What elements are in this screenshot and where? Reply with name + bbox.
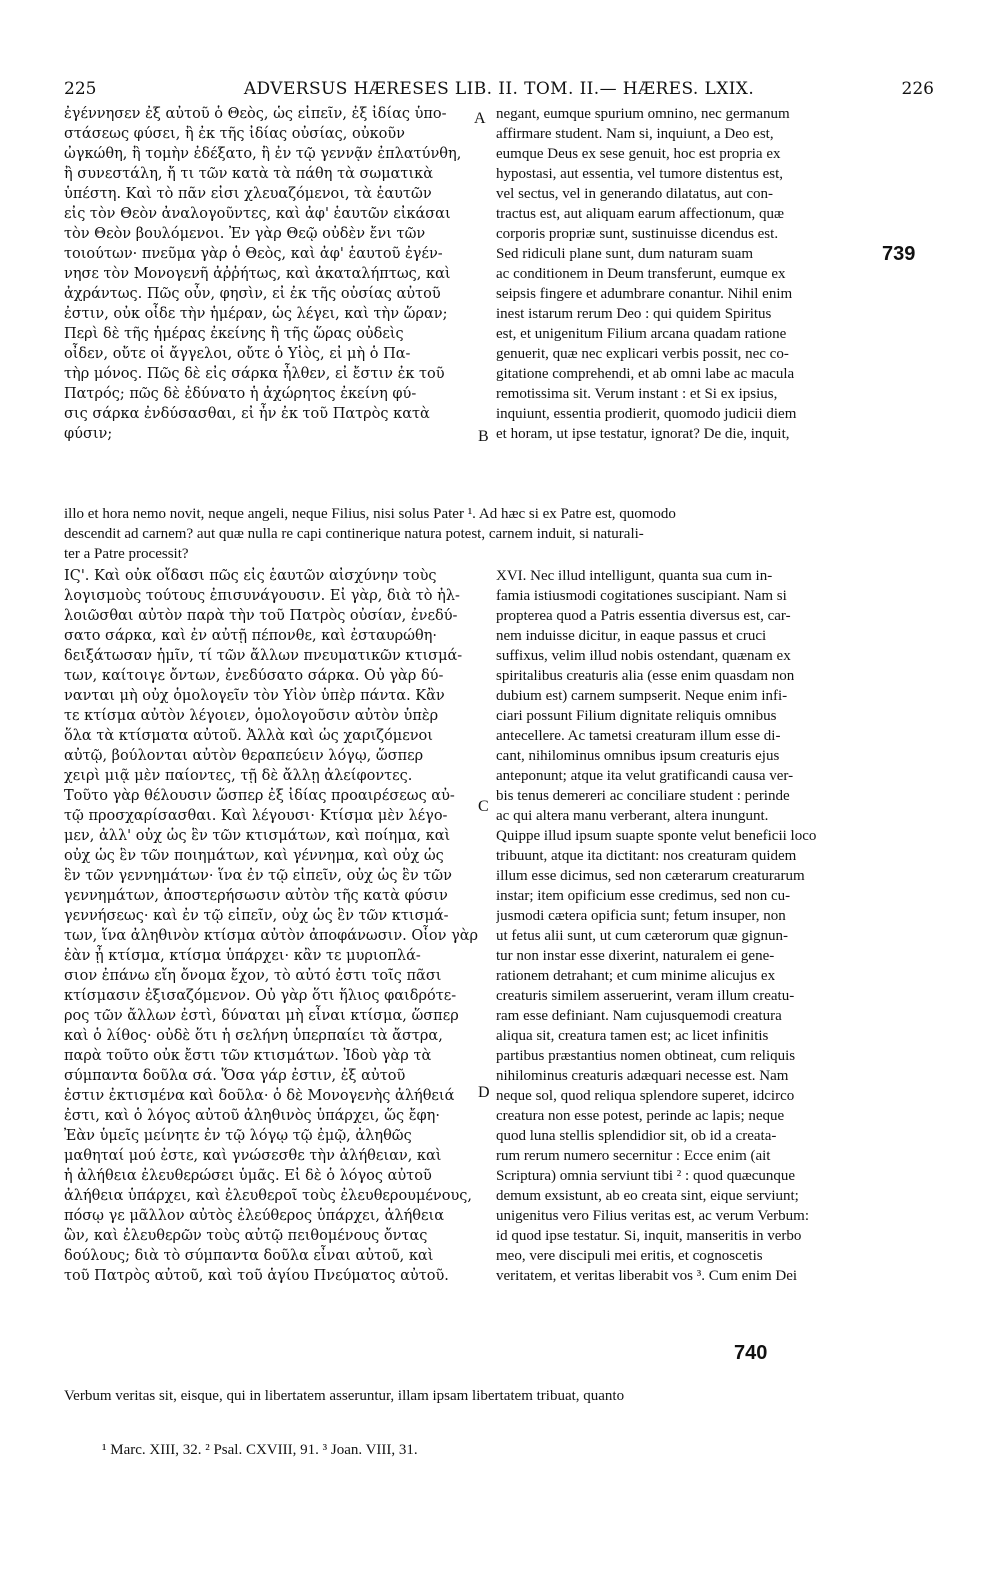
text-line: νανται μὴ οὐχ ὁμολογεῖν τὸν Υἱὸν ὑπὲρ πάντα. Κἂν — [64, 688, 445, 704]
text-line: λογισμοὺς τούτους ἐπισυνάγουσιν. Εἰ γὰρ, διὰ τὸ ἠλ- — [64, 588, 460, 604]
column-number-740: 740 — [734, 1342, 768, 1364]
text-line: σιον ἐπάνω εἴη ὄνομα ἔχον, τὸ αὐτό ἐστι τοῖς πᾶσι — [64, 968, 442, 984]
text-line: demum exsistunt, ab eo creata sint, eique serviunt; — [496, 1188, 799, 1204]
text-line: ὠγκώθη, ἢ τομὴν ἐδέξατο, ἢ ἐν τῷ γεννᾷν ἐπλατύνθη, — [64, 146, 462, 162]
text-line: αὐτῷ, βούλονται αὐτὸν θεραπεύειν λόγῳ, ὥσπερ — [64, 748, 424, 764]
running-title: ADVERSUS HÆRESES LIB. II. TOM. II.— HÆRES. LXIX. — [243, 79, 755, 99]
text-line: gitatione comprehendi, et ab omni labe ac macula — [496, 366, 795, 382]
text-line: ἢ συνεστάλη, ἤ τι τῶν κατὰ τὰ πάθη τὰ σωματικὰ — [64, 166, 433, 182]
text-line: aliqua sit, creatura tamen est; ac licet infinitis — [496, 1028, 769, 1044]
text-line: illo et hora nemo novit, neque angeli, neque Filius, nisi solus Pater ¹. Ad hæc si ex Patre est, quomodo — [64, 506, 676, 522]
text-line: seipsis fingere et adumbrare conantur. Nihil enim — [496, 286, 793, 302]
text-line: παρὰ τοῦτο οὐκ ἔστι τῶν κτισμάτων. Ἰδοὺ γὰρ τὰ — [64, 1048, 432, 1064]
text-line: λοιῶσθαι αὐτὸν παρὰ τὴν τοῦ Πατρὸς οὐσίαν, ἐνεδύ- — [64, 608, 458, 624]
text-line: σατο σάρκα, καὶ ἐν αὐτῇ πέπονθε, καὶ ἐσταυρώθη· — [64, 628, 438, 644]
text-line: οὐχ ὡς ἓν τῶν ποιημάτων, καὶ γέννημα, καὶ οὐχ ὡς — [64, 848, 444, 864]
text-line: remotissima sit. Verum instant : et Si ex ipsius, — [496, 386, 778, 402]
text-line: dubium est) carnem sumpserit. Neque enim infi- — [496, 688, 788, 704]
greek-column-lower — [64, 566, 494, 1286]
text-line: affirmare student. Nam si, inquiunt, a Deo est, — [496, 126, 774, 142]
text-line: descendit ad carnem? aut quæ nulla re capi continerique natura potest, carnem induit, si naturali- — [64, 526, 644, 542]
text-line: ἐὰν ᾖ κτίσμα, κτίσμα ὑπάρχει· κἂν τε μυριοπλά- — [64, 948, 421, 964]
text-line: et horam, ut ipse testatur, ignorat? De die, inquit, — [496, 426, 790, 442]
footnotes: ¹ Marc. XIII, 32. ² Psal. CXVIII, 91. ³ Joan. VIII, 31. — [102, 1442, 418, 1458]
text-line: σις σάρκα ἐνδύσασθαι, εἰ ἦν ἐκ τοῦ Πατρὸς κατὰ — [64, 406, 430, 422]
text-line: τὸν Θεὸν βουλόμενοι. Ἐν γὰρ Θεῷ οὐδὲν ἔνι τῶν — [64, 226, 426, 242]
text-line: ἀλήθεια ὑπάρχει, καὶ ἐλευθεροῖ τοὺς ἐλευθερουμένους, — [64, 1188, 473, 1204]
text-line: veritatem, et veritas liberabit vos ³. Cum enim Dei — [496, 1268, 798, 1284]
text-line: ΙϚ'. Καὶ οὐκ οἴδασι πῶς εἰς ἑαυτῶν αἰσχύνην τοὺς — [64, 568, 437, 584]
text-line: ἐστιν, οὐκ οἶδε τὴν ἡμέραν, ὡς λέγει, καὶ τὴν ὥραν; — [64, 306, 448, 322]
text-line: tribuunt, atque ita dictitant: nos creaturam quidem — [496, 848, 797, 864]
text-line: οἶδεν, οὔτε οἱ ἄγγελοι, οὔτε ὁ Υἱὸς, εἰ μὴ ὁ Πα- — [64, 346, 411, 362]
text-line: ciari possunt Filium dignitate reliquis omnibus — [496, 708, 777, 724]
latin-column-lower — [496, 566, 934, 1286]
text-line: hypostasi, aut essentia, vel tumore distentus est, — [496, 166, 784, 182]
latin-column-upper — [496, 104, 934, 444]
text-line: inest istarum rerum Deo : qui quidem Spiritus — [496, 306, 772, 322]
text-line: tractus est, aut aliquam earum affectionum, quæ — [496, 206, 784, 222]
latin-fullwidth-upper — [64, 504, 934, 564]
text-line: γεννήσεως· καὶ ἐν τῷ εἰπεῖν, οὐχ ὡς ἓν τῶν κτισμά- — [64, 908, 449, 924]
section-marker-c: C — [478, 798, 489, 815]
text-line: ἓν τῶν γεννημάτων· ἵνα ἐν τῷ εἰπεῖν, οὐχ ὡς ἓν τῶν — [64, 868, 452, 884]
column-number-739: 739 — [882, 243, 916, 265]
text-line: corporis propriæ sunt, sustinuisse dicendus est. — [496, 226, 779, 242]
text-line: τῷ προσχαρίσασθαι. Καὶ λέγουσι· Κτίσμα μὲν λέγο- — [64, 808, 448, 824]
text-line: σύμπαντα δοῦλα σά. Ὅσα γάρ ἐστιν, ἐξ αὐτοῦ — [64, 1068, 406, 1084]
text-line: neque sol, quod reliqua splendore superet, idcirco — [496, 1088, 795, 1104]
text-line: ac conditionem in Deum transferunt, eumque ex — [496, 266, 786, 282]
text-line: στάσεως φύσει, ἢ ἐκ τῆς ἰδίας οὐσίας, οὐκοῦν — [64, 126, 405, 142]
text-line: ac qui altera manu verberant, altera inungunt. — [496, 808, 769, 824]
text-line: νησε τὸν Μονογενῆ ἀῤῥήτως, καὶ ἀκαταλήπτως, καὶ — [64, 266, 451, 282]
text-line: τοῦ Πατρὸς αὐτοῦ, καὶ τοῦ ἁγίου Πνεύματος αὐτοῦ. — [64, 1268, 449, 1284]
text-line: tur non instar esse dixerint, naturalem ei gene- — [496, 948, 775, 964]
section-marker-a: A — [474, 110, 486, 127]
text-line: δούλους; διὰ τὸ σύμπαντα δοῦλα εἶναι αὐτοῦ, καὶ — [64, 1248, 434, 1264]
text-line: XVI. Nec illud intelligunt, quanta sua cum in- — [496, 568, 773, 584]
text-line: unigenitus vero Filius veritas est, ac verum Verbum: — [496, 1208, 810, 1224]
text-line: τε κτίσμα αὐτὸν λέγοιεν, ὁμολογοῦσιν αὐτὸν ὑπὲρ — [64, 708, 439, 724]
text-line: anteponunt; atque ita velut gratificandi causa ver- — [496, 768, 794, 784]
text-line: instar; item opificium esse credimus, sed non cu- — [496, 888, 791, 904]
text-line: creatura non esse potest, perinde ac lapis; neque — [496, 1108, 785, 1124]
text-line: negant, eumque spurium omnino, nec germanum — [496, 106, 790, 122]
text-line: famia istiusmodi cogitationes suscipiant. Nam si — [496, 588, 787, 604]
text-line: ἐγέννησεν ἐξ αὐτοῦ ὁ Θεὸς, ὡς εἰπεῖν, ἐξ ἰδίας ὑπο- — [64, 106, 447, 122]
text-line: ἐστι, καὶ ὁ λόγος αὐτοῦ ἀληθινὸς ὑπάρχει, ὥς ἔφη· — [64, 1108, 440, 1124]
text-line: antecellere. Ac tametsi creaturam illum esse di- — [496, 728, 781, 744]
text-line: ἐστιν ἐκτισμένα καὶ δοῦλα· ὁ δὲ Μονογενὴς ἀλήθειά — [64, 1088, 455, 1104]
text-line: jusmodi cætera opificia sunt; fetum insuper, non — [496, 908, 786, 924]
text-line: γεννημάτων, ἀποστερήσωσιν αὐτὸν τῆς κατὰ φύσιν — [64, 888, 448, 904]
section-marker-b: B — [478, 428, 489, 445]
text-line: Sed ridiculi plane sunt, dum naturam suam — [496, 246, 754, 262]
text-line: bis tenus demereri ac conciliare student : perinde — [496, 788, 790, 804]
text-line: illum esse dicimus, sed non cæterarum creaturarum — [496, 868, 805, 884]
text-line: μαθηταί μού ἐστε, καὶ γνώσεσθε τὴν ἀλήθειαν, καὶ — [64, 1148, 442, 1164]
text-line: ὢν, καὶ ἐλευθερῶν τοὺς αὐτῷ πειθομένους ὄντας — [64, 1228, 428, 1244]
text-line: genuerit, quæ nec explicari verbis possit, nec co- — [496, 346, 789, 362]
section-marker-d: D — [478, 1084, 490, 1101]
text-line: εἰς τὸν Θεὸν ἀναλογοῦντες, καὶ ἀφ' ἑαυτῶν εἰκάσαι — [64, 206, 451, 222]
text-line: rationem detrahant; et cum minime alicujus ex — [496, 968, 776, 984]
text-line: μεν, ἀλλ' οὐχ ὡς ἓν τῶν κτισμάτων, καὶ ποίημα, καὶ — [64, 828, 451, 844]
text-line: ter a Patre processit? — [64, 546, 189, 562]
page-number-right: 226 — [901, 79, 934, 99]
text-line: meo, vere discipuli mei eritis, et cognoscetis — [496, 1248, 763, 1264]
text-line: partibus præstantius nomen obtineat, cum reliquis — [496, 1048, 796, 1064]
text-line: eumque Deus ex sese genuit, hoc est propria ex — [496, 146, 781, 162]
text-line: κτίσμασιν ἐξισαζόμενον. Οὐ γὰρ ὅτι ἥλιος φαιδρότε- — [64, 988, 457, 1004]
text-line: Ἐὰν ὑμεῖς μείνητε ἐν τῷ λόγῳ τῷ ἐμῷ, ἀληθῶς — [64, 1128, 412, 1144]
text-line: τὴρ μόνος. Πῶς δὲ εἰς σάρκα ἦλθεν, εἰ ἔστιν ἐκ τοῦ — [64, 366, 445, 382]
text-line: rum rerum numero secernitur : Ecce enim (ait — [496, 1148, 771, 1164]
running-header — [64, 78, 934, 100]
text-line: ὑπέστη. Καὶ τὸ πᾶν εἰσι χλευαζόμενοι, τὰ ἑαυτῶν — [64, 186, 432, 202]
text-line: πόσῳ γε μᾶλλον αὐτὸς ἐλεύθερος ὑπάρχει, ἀλήθεια — [64, 1208, 444, 1224]
text-line: Quippe illud ipsum suapte sponte velut beneficii loco — [496, 828, 817, 844]
text-line: καὶ ὁ λίθος· οὐδὲ ὅτι ἡ σελήνη ὑπερπαίει τὰ ἄστρα, — [64, 1028, 443, 1044]
text-line: τοιούτων· πνεῦμα γὰρ ὁ Θεὸς, καὶ ἀφ' ἑαυτοῦ ἐγέν- — [64, 246, 443, 262]
text-line: Περὶ δὲ τῆς ἡμέρας ἐκείνης ἢ τῆς ὥρας οὐδεὶς — [64, 326, 404, 342]
text-line: των, ἵνα ἀληθινὸν κτίσμα αὐτὸν ἀποφάνωσιν. Οἷον γὰρ — [64, 928, 479, 944]
text-line: nem induisse dicitur, in eaque passus et cruci — [496, 628, 767, 644]
text-line: spiritalibus creaturis alia (esse enim quasdam non — [496, 668, 795, 684]
text-line: χειρὶ μιᾷ μὲν παίοντες, τῇ δὲ ἄλλῃ ἀλείφοντες. — [64, 768, 413, 784]
text-line: creaturis similem asseruerint, veram illum creatu- — [496, 988, 795, 1004]
text-line: ἀχράντως. Πῶς οὖν, φησὶν, εἰ ἐκ τῆς οὐσίας αὐτοῦ — [64, 286, 441, 302]
text-line: vel sectus, vel in generando dilatatus, aut con- — [496, 186, 773, 202]
text-line: cant, nihilominus omnibus ipsum creaturis ejus — [496, 748, 780, 764]
page-number-left: 225 — [64, 79, 97, 99]
latin-fullwidth-lower — [64, 1386, 934, 1406]
text-line: των, καίτοιγε ὄντων, ἐνεδύσατο σάρκα. Οὐ γὰρ δύ- — [64, 668, 444, 684]
text-line: Τοῦτο γὰρ θέλουσιν ὥσπερ ἐξ ἰδίας προαιρέσεως αὐ- — [64, 788, 455, 804]
text-line: ρος τῶν ἄλλων ἐστὶ, δύναται μὴ εἶναι κτίσμα, ὥσπερ — [64, 1008, 459, 1024]
text-line: Verbum veritas sit, eisque, qui in libertatem asseruntur, illam ipsam libertatem tribuat, quanto — [64, 1388, 625, 1404]
text-line: nihilominus creaturis adæquari necesse est. Nam — [496, 1068, 789, 1084]
text-line: est, et unigenitum Filium arcana quadam ratione — [496, 326, 787, 342]
text-line: propterea quod a Patris essentia diversus est, car- — [496, 608, 791, 624]
text-line: Πατρός; πῶς δὲ ἐδύνατο ἡ ἀχώρητος ἐκείνη φύ- — [64, 386, 417, 402]
text-line: id quod ipse testatur. Si, inquit, manseritis in verbo — [496, 1228, 802, 1244]
text-line: Scriptura) omnia serviunt tibi ² : quod quæcunque — [496, 1168, 796, 1184]
text-line: quod luna stellis splendidior sit, ob id a creata- — [496, 1128, 777, 1144]
text-line: ἡ ἀλήθεια ἐλευθερώσει ὑμᾶς. Εἰ δὲ ὁ λόγος αὐτοῦ — [64, 1168, 432, 1184]
text-line: suffixus, velim illud nobis ostendant, quænam ex — [496, 648, 791, 664]
text-line: δειξάτωσαν ἡμῖν, τί τῶν ἄλλων πνευματικῶν κτισμά- — [64, 648, 463, 664]
text-line: inquiunt, essentia prodierit, quomodo judicii diem — [496, 406, 797, 422]
text-line: ram esse definiant. Nam cujusquemodi creatura — [496, 1008, 782, 1024]
text-line: φύσιν; — [64, 426, 113, 442]
greek-column-upper — [64, 104, 494, 444]
text-line: ut fetus alii sunt, ut cum cæterorum quæ gignun- — [496, 928, 789, 944]
text-line: ὅλα τὰ κτίσματα αὐτοῦ. Ἀλλὰ καὶ ὡς χαριζόμενοι — [64, 728, 433, 744]
